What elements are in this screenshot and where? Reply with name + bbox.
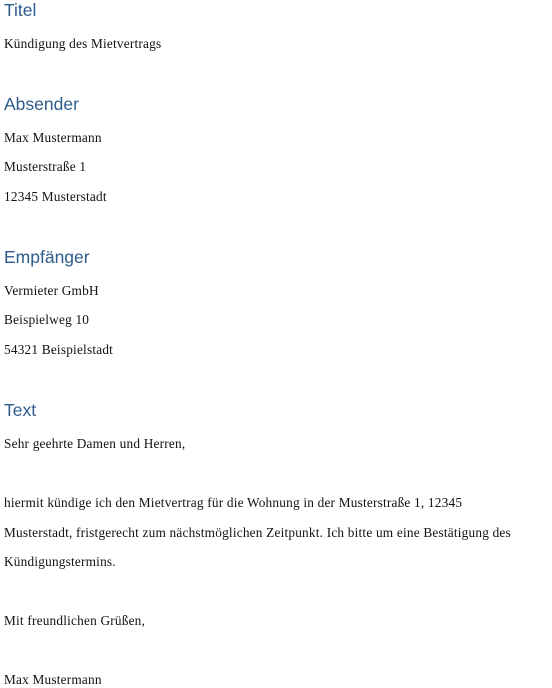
closing: Mit freundlichen Grüßen, [4, 613, 146, 628]
sender-street: Musterstraße 1 [4, 159, 87, 174]
heading-text: Text [4, 400, 37, 420]
heading-sender: Absender [4, 94, 79, 114]
body-line-3: Kündigungstermins. [4, 554, 116, 569]
recipient-street: Beispielweg 10 [4, 312, 90, 327]
signature: Max Mustermann [4, 672, 102, 687]
heading-title: Titel [4, 0, 37, 20]
body-line-2: Musterstadt, fristgerecht zum nächstmöglichen Zeitpunkt. Ich bitte um eine Bestätigung des [4, 525, 511, 540]
sender-name: Max Mustermann [4, 130, 102, 145]
heading-recipient: Empfänger [4, 247, 90, 267]
recipient-name: Vermieter GmbH [4, 283, 99, 298]
salutation: Sehr geehrte Damen und Herren, [4, 436, 186, 451]
recipient-city: 54321 Beispielstadt [4, 342, 114, 357]
sender-city: 12345 Musterstadt [4, 189, 107, 204]
title-value: Kündigung des Mietvertrags [4, 36, 162, 51]
body-line-1: hiermit kündige ich den Mietvertrag für die Wohnung in der Musterstraße 1, 12345 [4, 495, 463, 510]
